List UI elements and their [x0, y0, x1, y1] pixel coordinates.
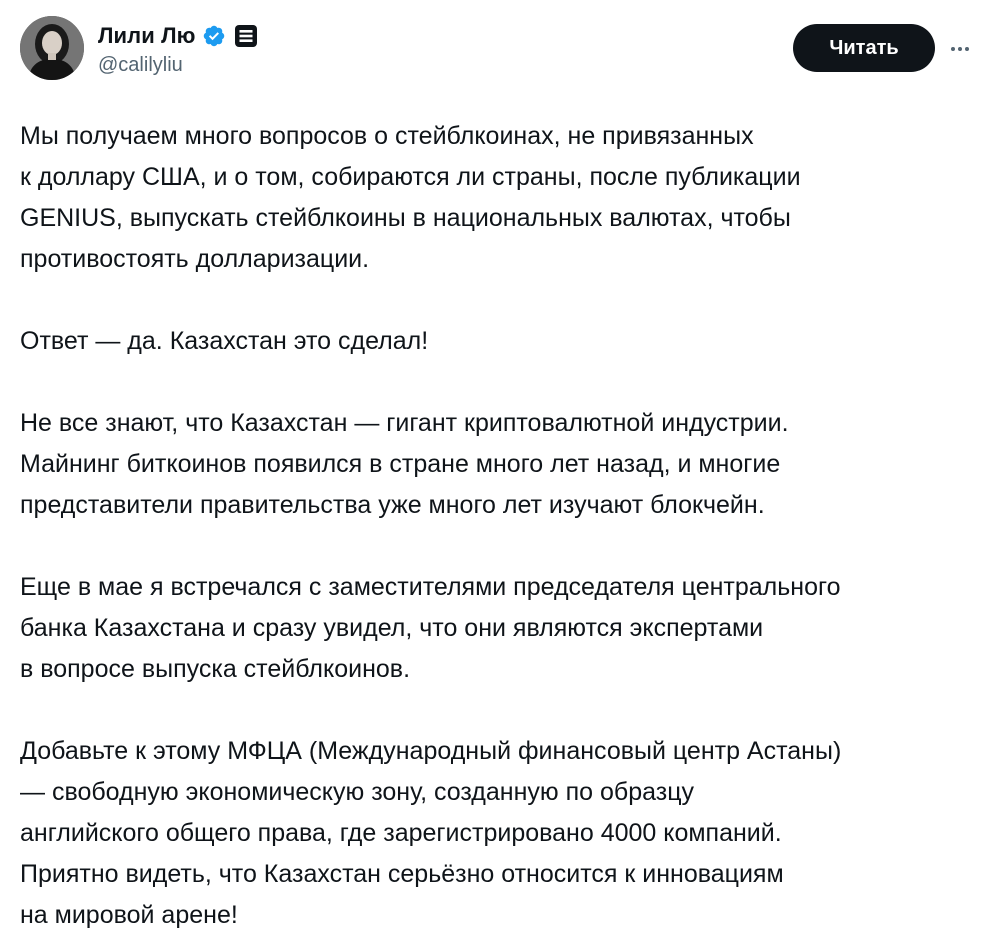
tweet-paragraph: Еще в мае я встречался с заместителями председателя центрального банка Казахстана и сразу увидел, что они являются экспертами в вопросе выпуска стейблкоинов. — [20, 573, 841, 683]
avatar[interactable] — [20, 16, 84, 80]
more-horizontal-icon[interactable] — [945, 34, 975, 64]
profile-photo-icon — [20, 16, 84, 80]
author-handle[interactable]: @calilyliu — [98, 54, 183, 76]
verified-badge-icon[interactable] — [202, 24, 226, 48]
read-button[interactable]: Читать — [793, 24, 935, 72]
tweet-paragraph: Мы получаем много вопросов о стейблкоинах, не привязанных к доллару США, и о том, собираются ли страны, после публикации GENIUS, выпускать стейблкоины в национальных валютах, чтобы противостоять долларизации. — [20, 122, 801, 273]
tweet-paragraph: Добавьте к этому МФЦА (Международный финансовый центр Астаны) — свободную экономическую зону, созданную по образцу английского общего права, где зарегистрировано 4000 компаний. Приятно видеть, что Казахстан серьёзно относится к инновациям на мировой арене! — [20, 737, 842, 929]
tweet-paragraph: Ответ — да. Казахстан это сделал! — [20, 327, 429, 355]
display-name[interactable]: Лили Лю — [98, 23, 196, 48]
tweet-paragraph: Не все знают, что Казахстан — гигант криптовалютной индустрии. Майнинг биткоинов появился в стране много лет назад, и многие представители правительства уже много лет изучают блокчейн. — [20, 409, 789, 519]
author-info — [98, 20, 258, 77]
affiliate-badge-icon[interactable] — [234, 24, 258, 48]
tweet-text — [20, 116, 980, 936]
tweet-header — [20, 16, 980, 88]
name-row — [98, 20, 258, 52]
